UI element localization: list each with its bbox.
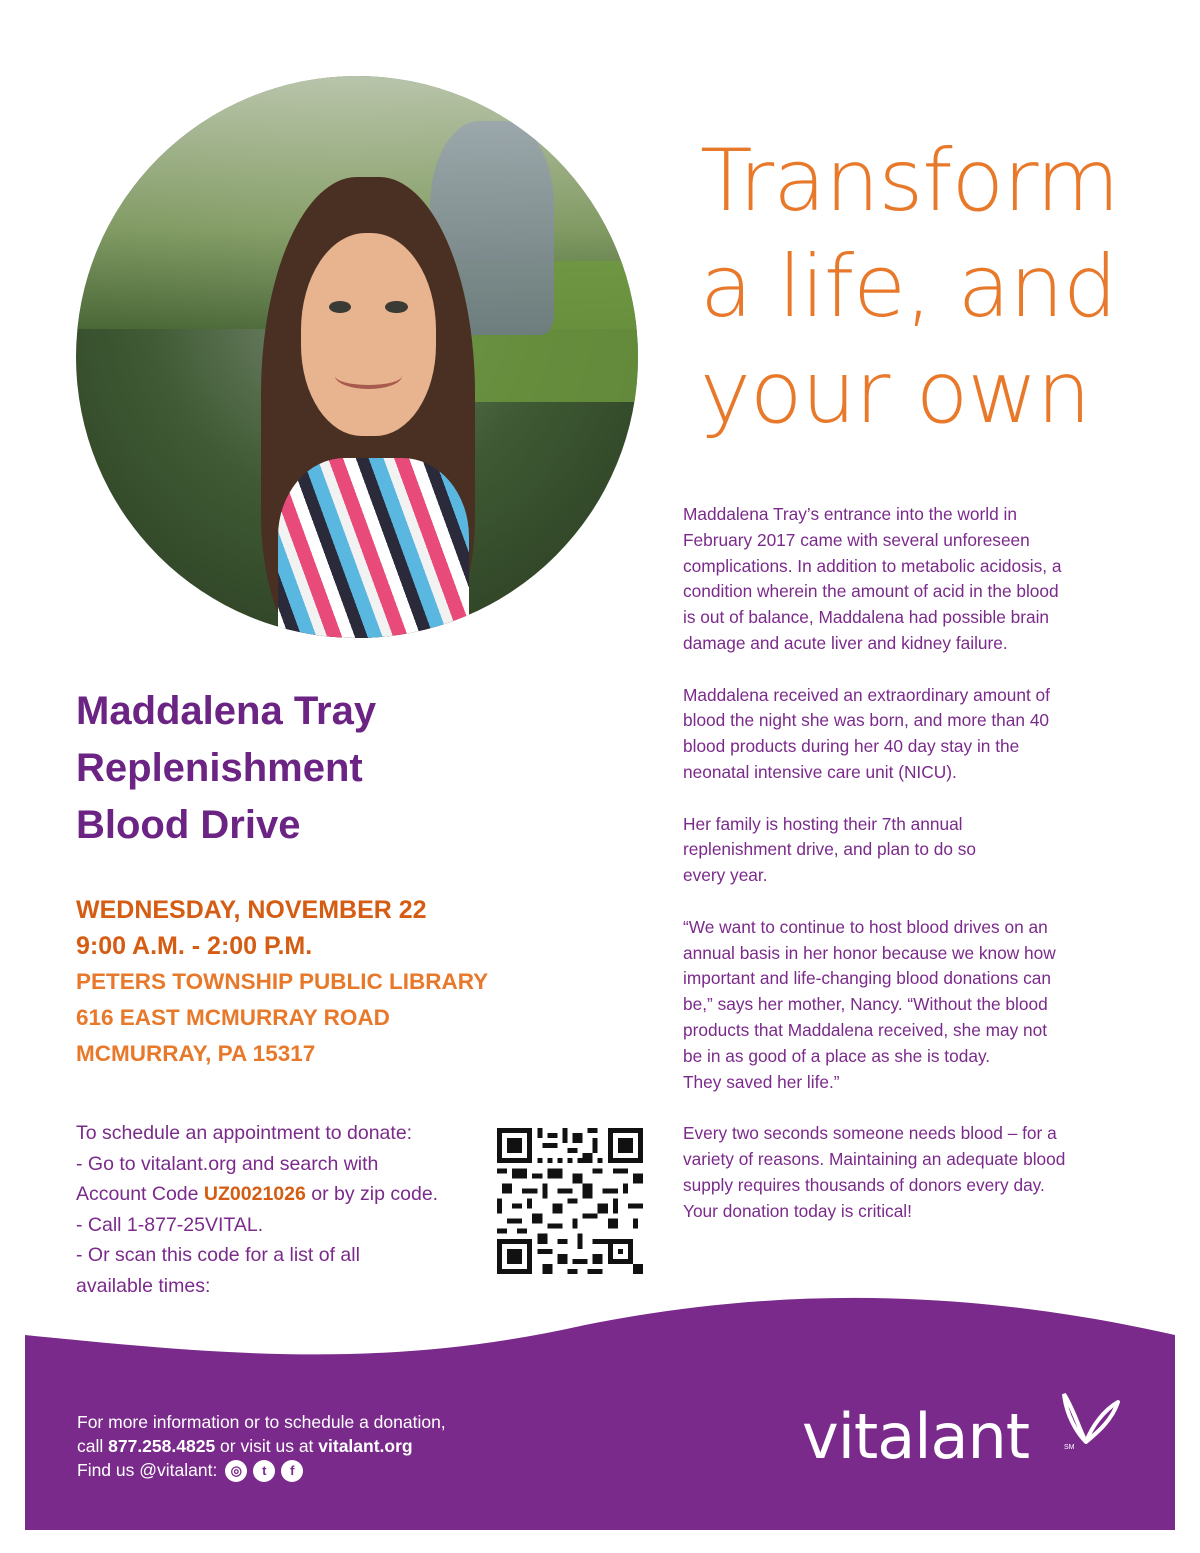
vitalant-wordmark: vitalant [802, 1400, 1030, 1473]
event-address-line2: MCMURRAY, PA 15317 [76, 1041, 316, 1066]
schedule-step2: - Call 1-877-25VITAL. [76, 1213, 264, 1236]
footer-call-label: call [77, 1436, 109, 1456]
drive-title-line-3: Blood Drive [76, 803, 301, 847]
schedule-step3-b: available times: [76, 1274, 211, 1297]
drive-title [76, 683, 596, 854]
facebook-icon[interactable]: f [281, 1460, 303, 1482]
drive-title-line-2: Replenishment [76, 746, 363, 790]
footer-phone[interactable]: 877.258.4825 [108, 1436, 216, 1456]
schedule-intro: To schedule an appointment to donate: [76, 1122, 413, 1144]
headline [700, 128, 1160, 446]
event-time: 9:00 A.M. - 2:00 P.M. [76, 932, 313, 960]
event-date: WEDNESDAY, NOVEMBER 22 [76, 896, 427, 924]
account-code-suffix: or by zip code. [305, 1183, 439, 1206]
event-details [76, 892, 636, 1072]
story-paragraph: “We want to continue to host blood drives on an annual basis in her honor because we know how important and life-changing blood donations can be,” says her mother, Nancy. “Without the blood products that Maddalena received, she may not be in as good of a place as she is today. They saved her life.” [683, 916, 1056, 1092]
headline-line-1: Transform [700, 131, 1119, 231]
footer-contact [77, 1410, 637, 1482]
footer-line-2 [77, 1434, 637, 1458]
schedule-step1-a: - Go to vitalant.org and search with [76, 1152, 379, 1175]
hero-photo [76, 76, 638, 638]
story-paragraph: Maddalena received an extraordinary amount of blood the night she was born, and more than 40 blood products during her 40 day stay in the neonatal intensive care unit (NICU). [683, 684, 1050, 782]
service-mark: SM [1064, 1444, 1075, 1451]
schedule-step1-b [76, 1179, 496, 1210]
qr-code[interactable] [497, 1128, 643, 1274]
footer-visit-label: or visit us at [215, 1436, 319, 1456]
instagram-icon[interactable]: ◎ [225, 1460, 247, 1482]
headline-line-3: your own [700, 343, 1091, 443]
schedule-step3-a: - Or scan this code for a list of all [76, 1244, 360, 1267]
account-code: UZ0021026 [203, 1183, 306, 1206]
story-text [683, 502, 1133, 1250]
event-address-line1: 616 EAST MCMURRAY ROAD [76, 1005, 390, 1030]
story-paragraph: Maddalena Tray’s entrance into the world in February 2017 came with several unforeseen complications. In addition to metabolic acidosis, a condition wherein the amount of acid in the blood is out of balance, Maddalena had possible brain damage and acute liver and kidney failure. [683, 504, 1062, 653]
story-paragraph: Her family is hosting their 7th annual replenishment drive, and plan to do so every year. [683, 813, 977, 886]
event-location-name: PETERS TOWNSHIP PUBLIC LIBRARY [76, 969, 489, 994]
schedule-instructions [76, 1118, 496, 1302]
footer-website-link[interactable]: vitalant.org [318, 1436, 413, 1456]
drive-title-line-1: Maddalena Tray [76, 689, 377, 733]
vitalant-logo [802, 1394, 1132, 1474]
headline-line-2: a life, and [700, 237, 1117, 337]
story-paragraph: Every two seconds someone needs blood – for a variety of reasons. Maintaining an adequate blood supply requires thousands of donors every day. Your donation today is critical! [683, 1123, 1066, 1221]
twitter-icon[interactable]: t [253, 1460, 275, 1482]
account-code-label: Account Code [76, 1183, 204, 1206]
social-icons [225, 1460, 303, 1482]
footer-line-3 [77, 1458, 637, 1482]
footer-social-label: Find us @vitalant: [77, 1460, 218, 1480]
footer-line-1: For more information or to schedule a donation, [77, 1412, 446, 1432]
